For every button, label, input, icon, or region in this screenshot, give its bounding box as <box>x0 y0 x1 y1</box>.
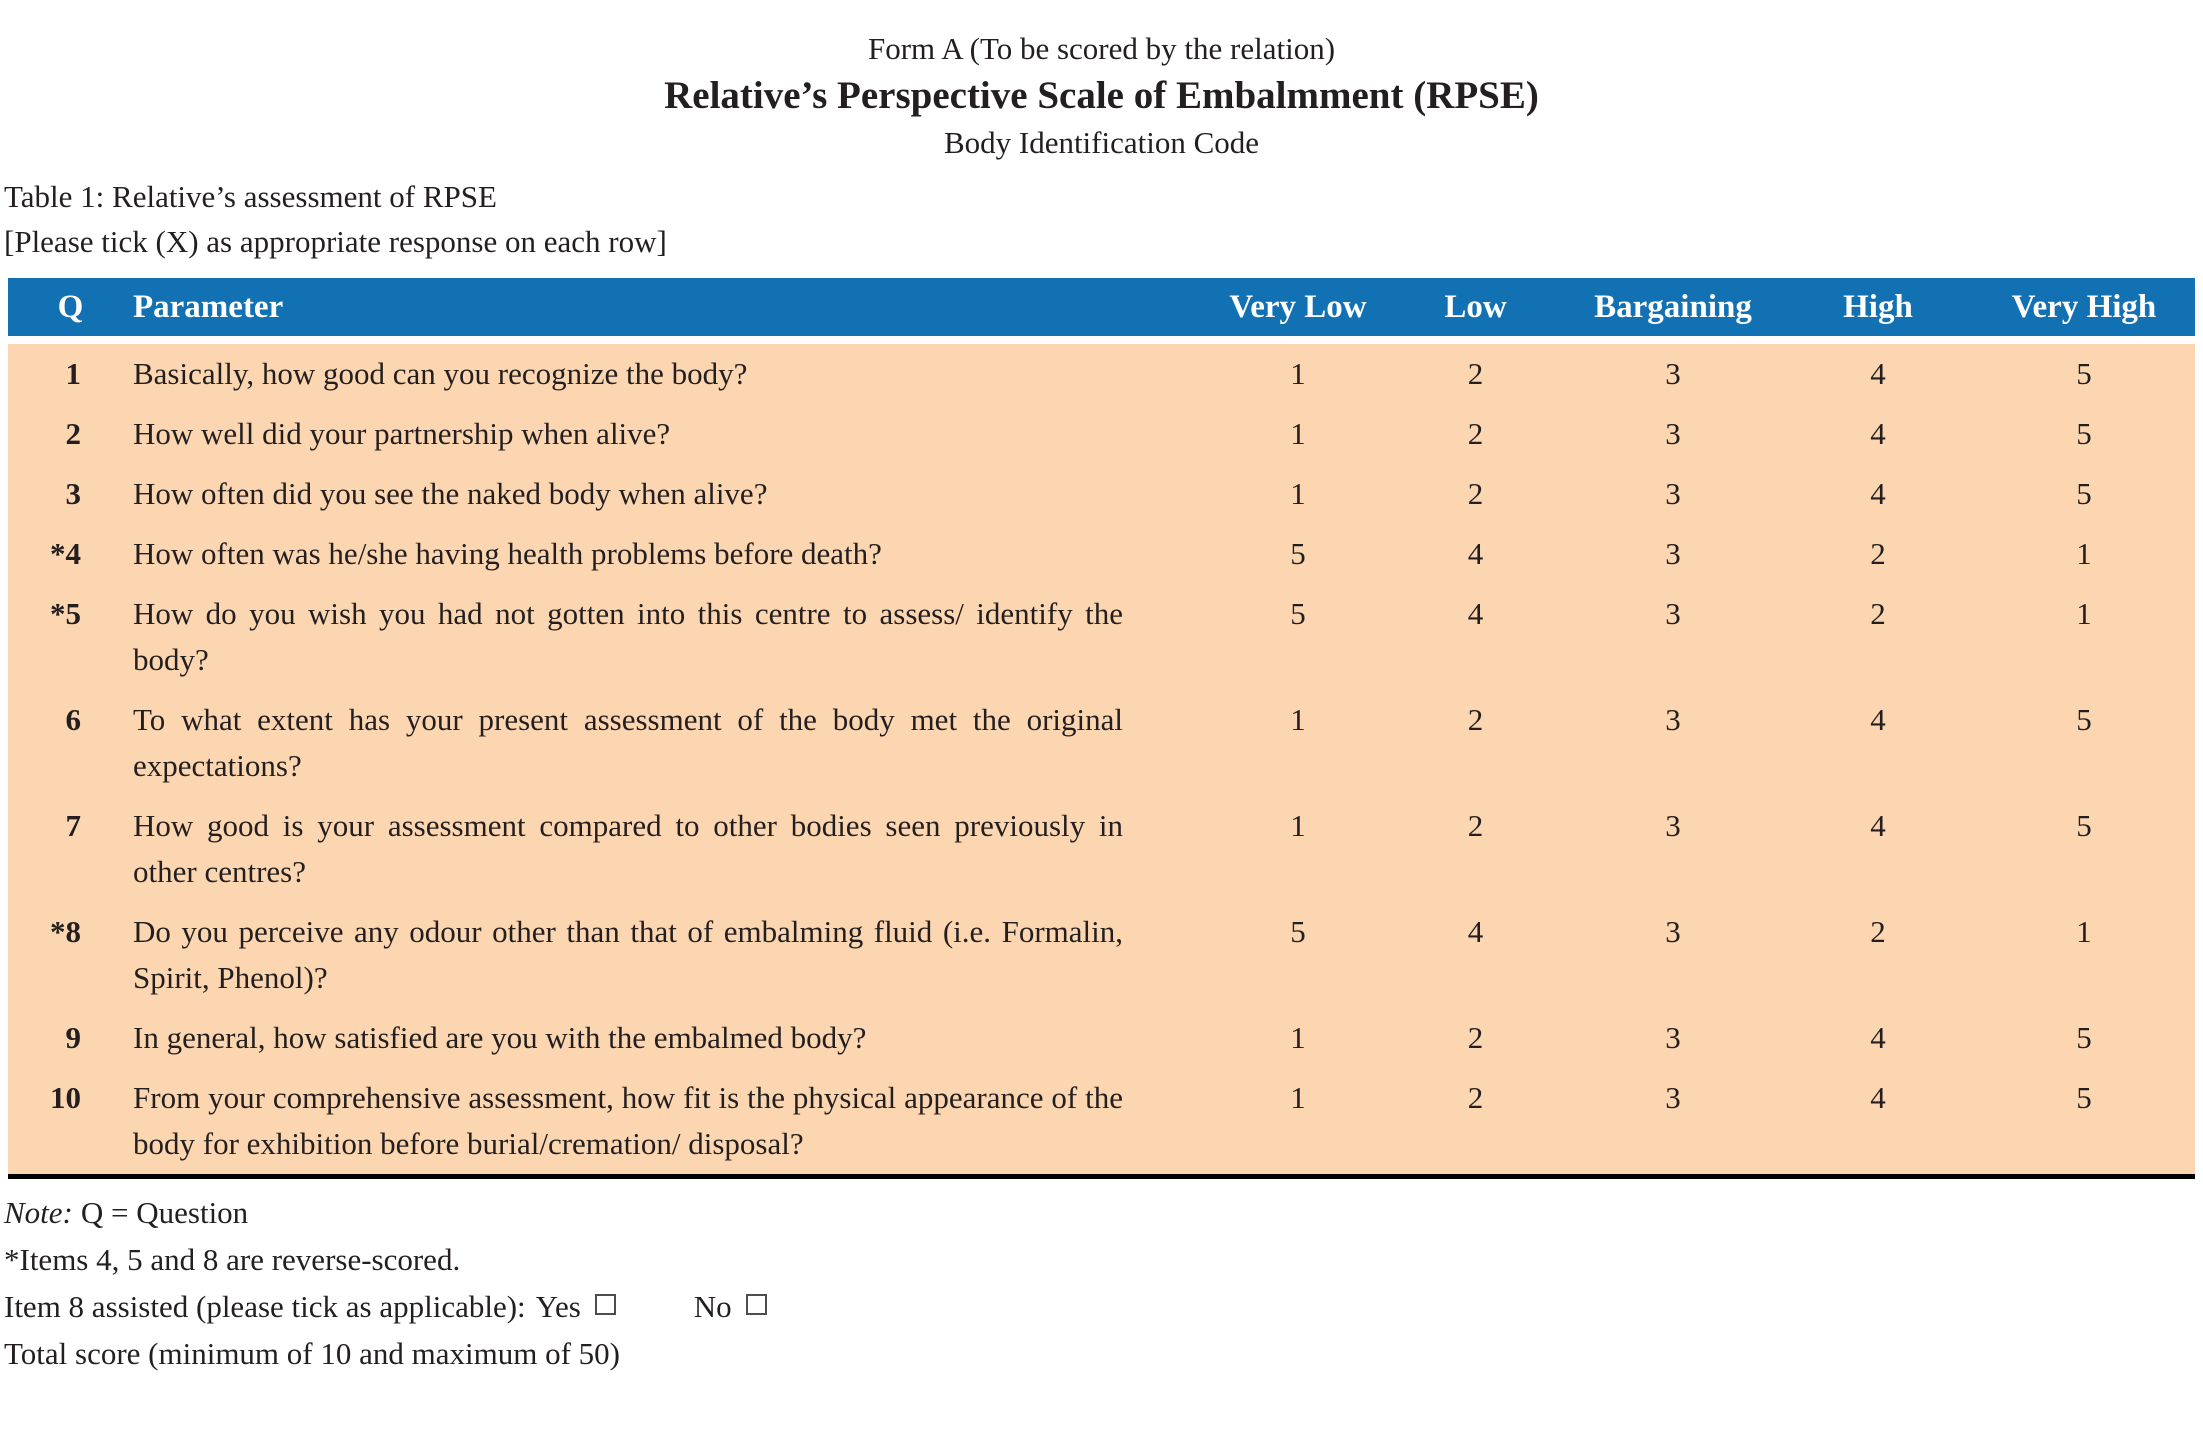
parameter-text: How often was he/she having health problems before death? <box>133 524 1208 584</box>
parameter-text: Basically, how good can you recognize the body? <box>133 340 1208 404</box>
table-row <box>8 404 2195 464</box>
no-checkbox[interactable] <box>746 1294 767 1315</box>
score-very-high: 5 <box>1973 690 2195 796</box>
question-number: 1 <box>8 340 133 404</box>
col-header-very-high: Very High <box>1973 278 2195 340</box>
score-high: 2 <box>1783 524 1973 584</box>
table-row <box>8 340 2195 404</box>
score-high: 4 <box>1783 404 1973 464</box>
question-number: 10 <box>8 1068 133 1177</box>
total-score-line: Total score (minimum of 10 and maximum of 50) <box>4 1336 620 1371</box>
score-very-low: 5 <box>1208 584 1388 690</box>
parameter-text: Do you perceive any odour other than that of embalming fluid (i.e. Formalin, Spirit, Phenol)? <box>133 902 1208 1008</box>
col-header-very-low: Very Low <box>1208 278 1388 340</box>
score-low: 2 <box>1388 1068 1563 1177</box>
table-row <box>8 690 2195 796</box>
item8-prefix: Item 8 assisted (please tick as applicable): <box>4 1289 526 1324</box>
scale-title: Relative’s Perspective Scale of Embalmment (RPSE) <box>664 74 1539 117</box>
score-very-high: 5 <box>1973 796 2195 902</box>
parameter-text: How good is your assessment compared to other bodies seen previously in other centres? <box>133 796 1208 902</box>
col-header-parameter: Parameter <box>133 278 1208 340</box>
caption-block <box>4 174 2203 264</box>
body-identification-code: Body Identification Code <box>943 125 1260 160</box>
col-header-bargaining: Bargaining <box>1563 278 1783 340</box>
table-row <box>8 584 2195 690</box>
score-very-high: 1 <box>1973 584 2195 690</box>
question-number: *5 <box>8 584 133 690</box>
parameter-text: How well did your partnership when alive? <box>133 404 1208 464</box>
yes-checkbox[interactable] <box>595 1294 616 1315</box>
table-row <box>8 1068 2195 1177</box>
question-number: 6 <box>8 690 133 796</box>
parameter-text: How do you wish you had not gotten into this centre to assess/ identify the body? <box>133 584 1208 690</box>
question-number: 9 <box>8 1008 133 1068</box>
parameter-text: From your comprehensive assessment, how fit is the physical appearance of the body for exhibition before burial/cremation/ disposal? <box>133 1068 1208 1177</box>
score-bargaining: 3 <box>1563 690 1783 796</box>
score-low: 2 <box>1388 690 1563 796</box>
footnotes <box>4 1189 2203 1377</box>
score-low: 2 <box>1388 464 1563 524</box>
score-bargaining: 3 <box>1563 1068 1783 1177</box>
question-number: *4 <box>8 524 133 584</box>
score-low: 4 <box>1388 902 1563 1008</box>
score-bargaining: 3 <box>1563 902 1783 1008</box>
score-high: 2 <box>1783 902 1973 1008</box>
parameter-text: How often did you see the naked body when alive? <box>133 464 1208 524</box>
score-bargaining: 3 <box>1563 404 1783 464</box>
score-low: 2 <box>1388 340 1563 404</box>
score-very-high: 5 <box>1973 1068 2195 1177</box>
score-very-low: 1 <box>1208 690 1388 796</box>
table-caption: Table 1: Relative’s assessment of RPSE <box>4 179 497 214</box>
reverse-scored-note: *Items 4, 5 and 8 are reverse-scored. <box>4 1242 461 1277</box>
col-header-low: Low <box>1388 278 1563 340</box>
score-very-high: 5 <box>1973 1008 2195 1068</box>
score-high: 4 <box>1783 1008 1973 1068</box>
score-bargaining: 3 <box>1563 464 1783 524</box>
table-row <box>8 1008 2195 1068</box>
score-high: 4 <box>1783 796 1973 902</box>
score-bargaining: 3 <box>1563 340 1783 404</box>
score-high: 4 <box>1783 340 1973 404</box>
score-very-low: 1 <box>1208 464 1388 524</box>
score-low: 4 <box>1388 524 1563 584</box>
no-label: No <box>693 1289 732 1324</box>
title-block <box>0 0 2203 166</box>
score-low: 2 <box>1388 796 1563 902</box>
score-very-low: 1 <box>1208 404 1388 464</box>
score-high: 4 <box>1783 464 1973 524</box>
score-very-low: 1 <box>1208 340 1388 404</box>
table-row <box>8 902 2195 1008</box>
score-low: 2 <box>1388 404 1563 464</box>
score-very-high: 1 <box>1973 524 2195 584</box>
note-label: Note: <box>4 1195 73 1230</box>
score-very-low: 1 <box>1208 1068 1388 1177</box>
table-row <box>8 464 2195 524</box>
score-very-low: 5 <box>1208 902 1388 1008</box>
score-very-low: 1 <box>1208 796 1388 902</box>
score-very-low: 5 <box>1208 524 1388 584</box>
score-high: 4 <box>1783 690 1973 796</box>
note-text: Q = Question <box>80 1195 249 1230</box>
tick-instruction: [Please tick (X) as appropriate response on each row] <box>4 224 667 259</box>
question-number: 3 <box>8 464 133 524</box>
score-high: 4 <box>1783 1068 1973 1177</box>
table-header-row <box>8 278 2195 340</box>
question-number: 7 <box>8 796 133 902</box>
score-very-low: 1 <box>1208 1008 1388 1068</box>
score-very-high: 5 <box>1973 340 2195 404</box>
col-header-q: Q <box>8 278 133 340</box>
yes-label: Yes <box>535 1289 581 1324</box>
note-question-line <box>4 1189 2203 1236</box>
question-number: *8 <box>8 902 133 1008</box>
score-bargaining: 3 <box>1563 1008 1783 1068</box>
score-bargaining: 3 <box>1563 524 1783 584</box>
score-bargaining: 3 <box>1563 796 1783 902</box>
score-low: 2 <box>1388 1008 1563 1068</box>
item8-assisted-line <box>4 1283 2203 1330</box>
table-row <box>8 524 2195 584</box>
score-very-high: 5 <box>1973 404 2195 464</box>
form-title: Form A (To be scored by the relation) <box>867 31 1336 66</box>
question-number: 2 <box>8 404 133 464</box>
col-header-high: High <box>1783 278 1973 340</box>
score-very-high: 5 <box>1973 464 2195 524</box>
parameter-text: In general, how satisfied are you with the embalmed body? <box>133 1008 1208 1068</box>
table-row <box>8 796 2195 902</box>
score-low: 4 <box>1388 584 1563 690</box>
score-high: 2 <box>1783 584 1973 690</box>
rpse-table <box>8 278 2195 1179</box>
score-very-high: 1 <box>1973 902 2195 1008</box>
parameter-text: To what extent has your present assessment of the body met the original expectations? <box>133 690 1208 796</box>
score-bargaining: 3 <box>1563 584 1783 690</box>
